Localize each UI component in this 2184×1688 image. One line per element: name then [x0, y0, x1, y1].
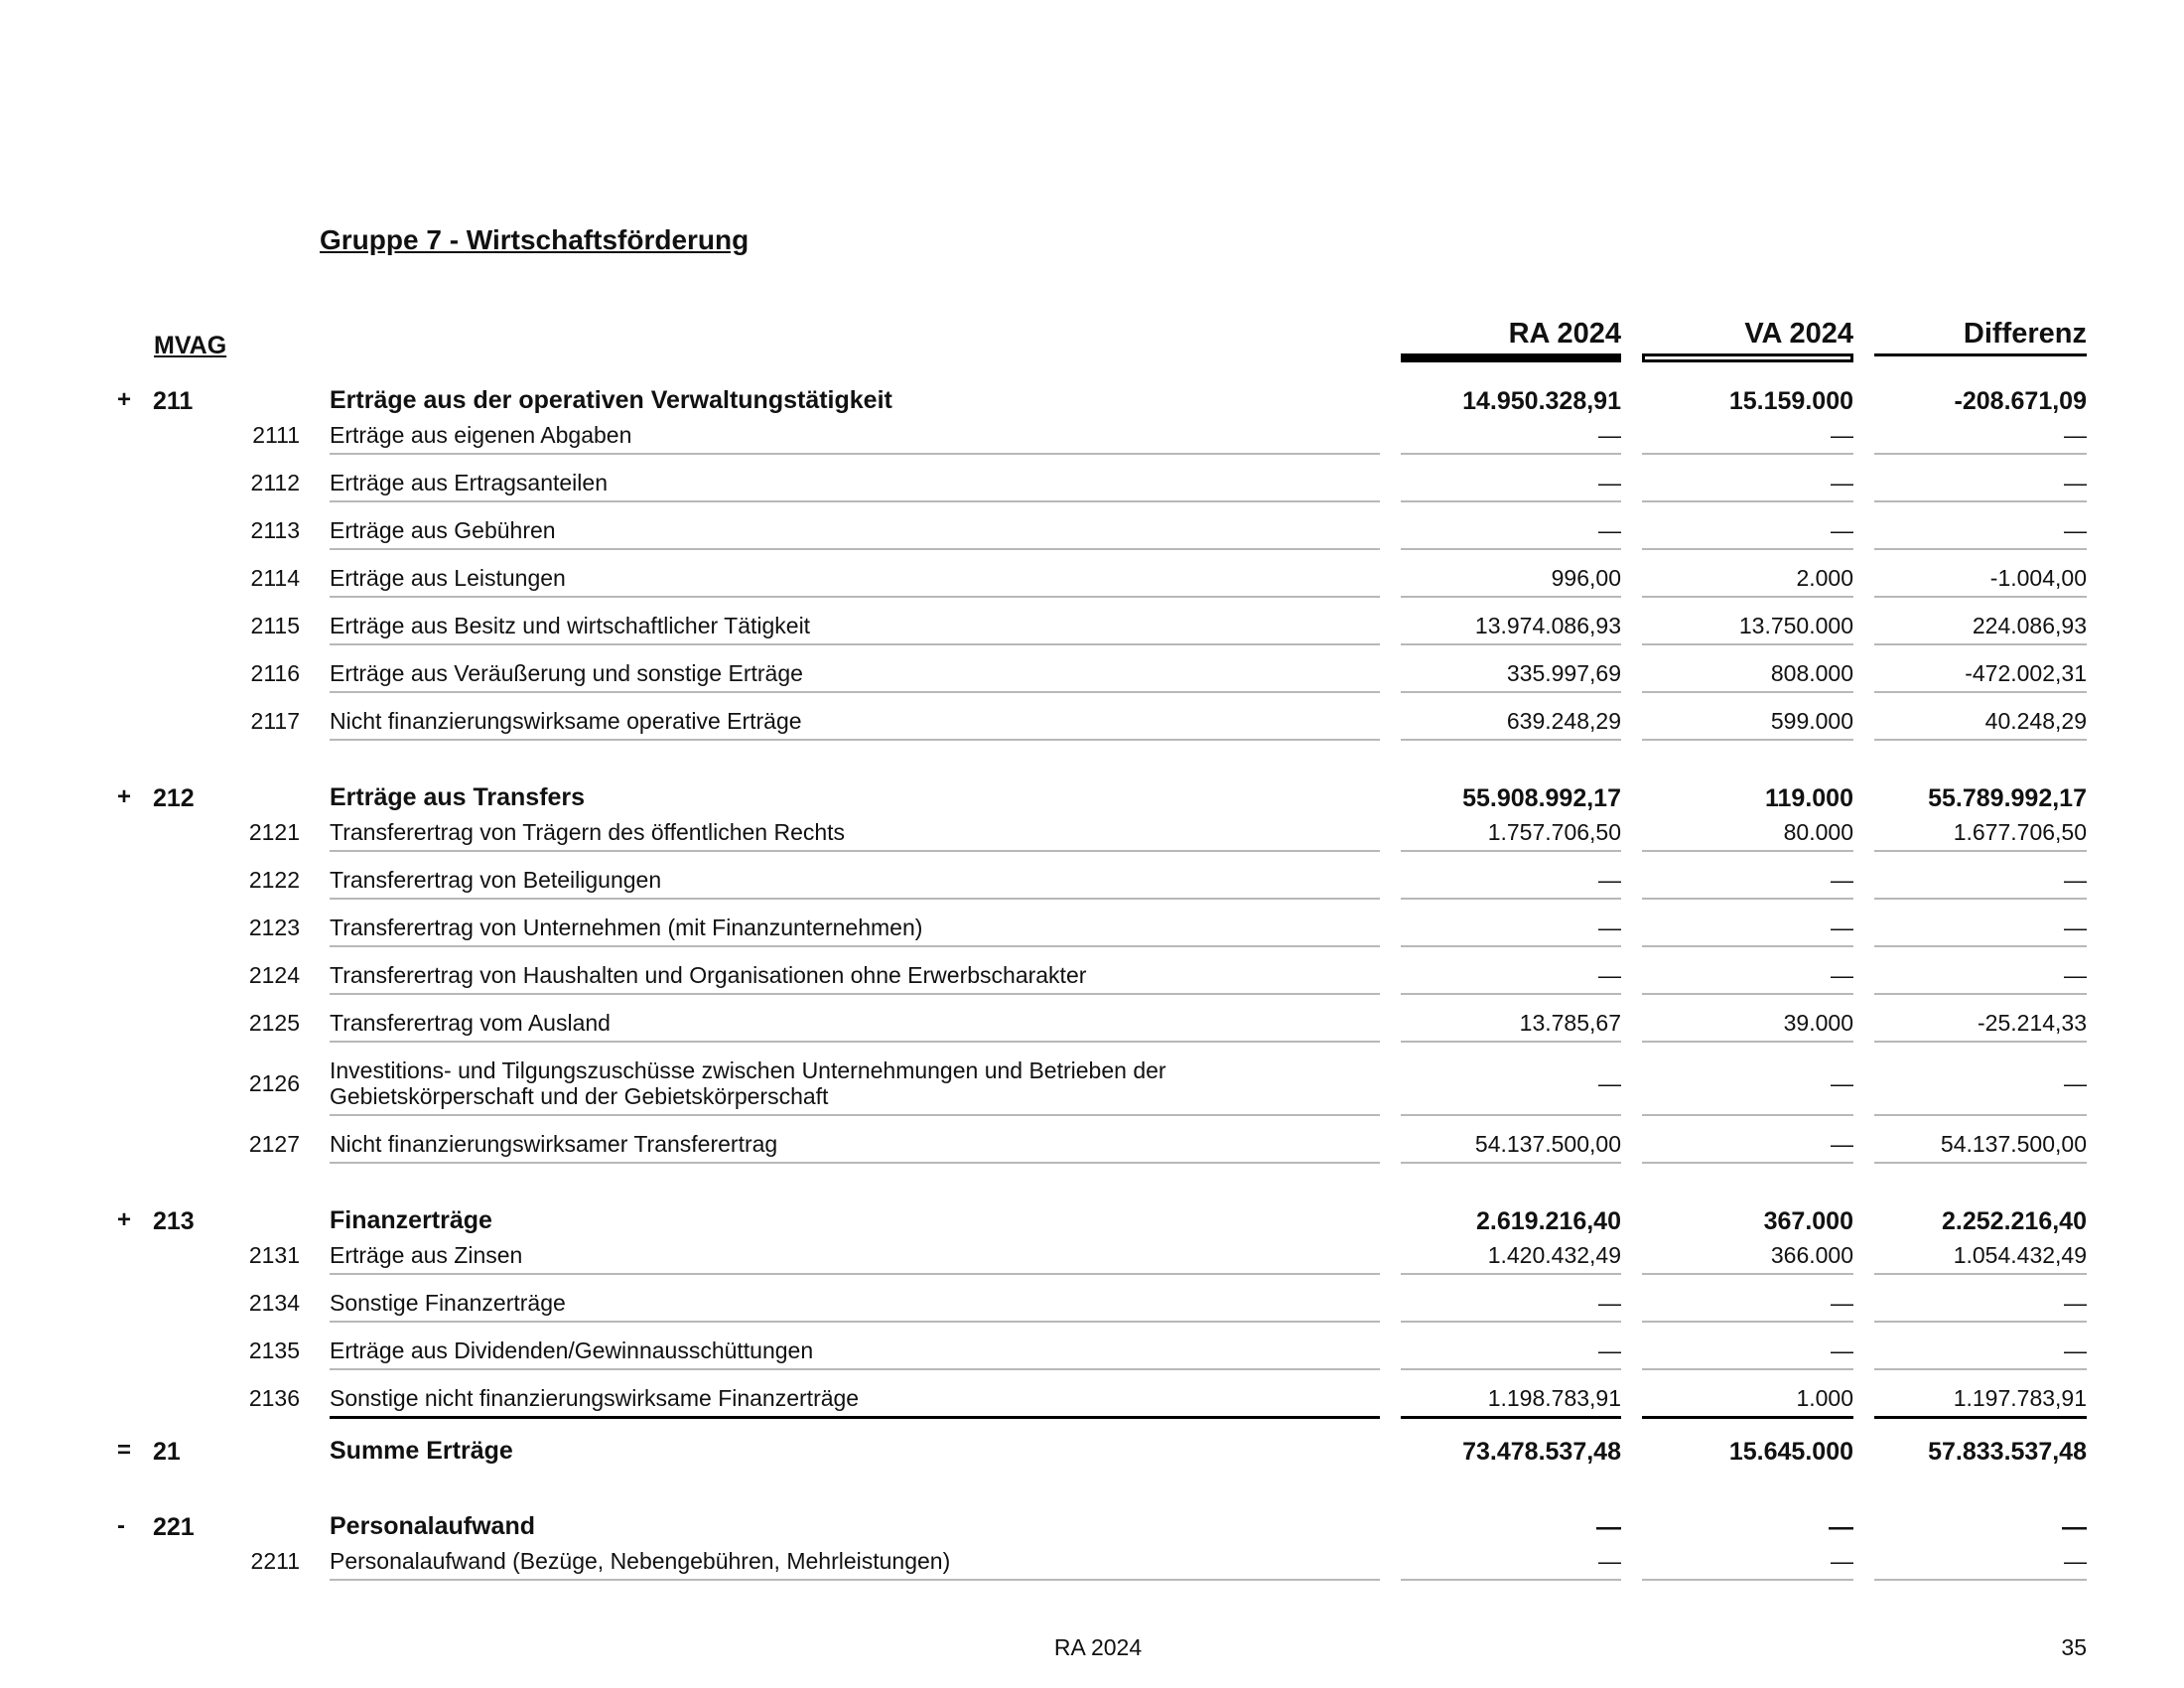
row-divider	[330, 1041, 1380, 1043]
value-ra: 54.137.500,00	[1474, 1131, 1621, 1157]
row-label: Investitions- und Tilgungszuschüsse zwischen Unternehmungen und Betrieben der Gebietskörperschaft und der Gebietskörperschaft	[330, 1057, 1166, 1109]
row-divider	[1874, 691, 2087, 693]
row-divider	[330, 945, 1380, 947]
row-divider	[1401, 500, 1621, 502]
row-label: Erträge aus Gebühren	[330, 517, 556, 543]
row-divider	[1874, 850, 2087, 852]
row-label: Erträge aus der operativen Verwaltungstätigkeit	[330, 386, 892, 414]
row-divider	[330, 993, 1380, 995]
row-divider	[1874, 993, 2087, 995]
row-code: 2113	[250, 517, 300, 543]
row-label: Sonstige nicht finanzierungswirksame Finanzerträge	[330, 1385, 860, 1411]
value-va: 80.000	[1783, 819, 1853, 845]
row-divider	[1401, 1321, 1621, 1323]
row-divider	[1401, 850, 1621, 852]
row-sign: +	[117, 783, 132, 810]
row-code: 2131	[248, 1242, 300, 1268]
value-va: 15.159.000	[1728, 387, 1853, 415]
value-differenz: —	[2064, 470, 2087, 495]
row-divider	[1642, 739, 1853, 741]
value-ra: 996,00	[1551, 565, 1621, 591]
row-code: 2122	[248, 867, 300, 893]
value-va: —	[1831, 962, 1853, 988]
row-label: Sonstige Finanzerträge	[330, 1290, 566, 1316]
row-divider	[1401, 1368, 1621, 1370]
row-divider	[330, 453, 1380, 455]
value-ra: 2.619.216,40	[1476, 1207, 1621, 1235]
row-label: Transferertrag von Unternehmen (mit Finanzunternehmen)	[330, 914, 923, 940]
row-divider	[330, 739, 1380, 741]
value-differenz: 2.252.216,40	[1942, 1207, 2087, 1235]
value-ra: —	[1598, 470, 1621, 495]
row-label: Erträge aus eigenen Abgaben	[330, 422, 632, 448]
value-va: 39.000	[1783, 1010, 1853, 1036]
row-sign: =	[117, 1437, 132, 1464]
value-va: 366.000	[1770, 1242, 1853, 1268]
value-differenz: 1.197.783,91	[1953, 1385, 2087, 1411]
row-divider	[1874, 1416, 2087, 1419]
row-divider	[330, 643, 1380, 645]
row-divider	[1874, 453, 2087, 455]
row-divider	[1401, 1273, 1621, 1275]
mvag-column-header: MVAG	[154, 332, 227, 359]
footer-label: RA 2024	[1053, 1634, 1143, 1660]
value-differenz: 54.137.500,00	[1940, 1131, 2087, 1157]
value-ra: 55.908.992,17	[1462, 784, 1621, 812]
row-divider	[330, 500, 1380, 502]
row-divider	[1874, 1368, 2087, 1370]
row-divider	[1874, 898, 2087, 900]
value-differenz: -208.671,09	[1954, 387, 2087, 415]
row-divider	[1401, 898, 1621, 900]
row-divider	[1874, 500, 2087, 502]
row-divider	[1874, 643, 2087, 645]
row-divider	[1642, 1368, 1853, 1370]
page-title: Gruppe 7 - Wirtschaftsförderung	[320, 224, 750, 255]
value-va: —	[1831, 867, 1853, 893]
value-ra: 1.757.706,50	[1487, 819, 1621, 845]
row-code: 212	[153, 784, 195, 812]
row-code: 2117	[250, 708, 300, 734]
row-divider	[330, 1114, 1380, 1116]
row-divider	[1874, 739, 2087, 741]
row-divider	[1401, 1579, 1621, 1581]
value-differenz: -472.002,31	[1965, 660, 2087, 686]
value-va: 599.000	[1770, 708, 1853, 734]
value-differenz: —	[2064, 867, 2087, 893]
value-va: 808.000	[1770, 660, 1853, 686]
value-ra: 335.997,69	[1506, 660, 1621, 686]
value-ra: 13.785,67	[1519, 1010, 1621, 1036]
value-differenz: —	[2064, 1290, 2087, 1316]
row-divider	[330, 1321, 1380, 1323]
row-divider	[1642, 993, 1853, 995]
row-code: 2115	[250, 613, 300, 638]
row-divider	[1874, 548, 2087, 550]
value-ra: 14.950.328,91	[1462, 387, 1621, 415]
value-va: —	[1831, 1337, 1853, 1363]
value-ra: —	[1598, 962, 1621, 988]
row-code: 211	[153, 387, 194, 415]
value-differenz: 40.248,29	[1984, 708, 2087, 734]
column-header-differenz: Differenz	[1963, 318, 2087, 350]
value-ra: 13.974.086,93	[1474, 613, 1621, 638]
value-va: 2.000	[1796, 565, 1853, 591]
row-code: 2114	[250, 565, 300, 591]
row-label: Summe Erträge	[330, 1437, 513, 1465]
row-divider	[330, 1273, 1380, 1275]
row-divider	[330, 850, 1380, 852]
row-divider	[1401, 993, 1621, 995]
row-divider	[1401, 739, 1621, 741]
value-differenz: 1.054.432,49	[1953, 1242, 2087, 1268]
value-ra: —	[1598, 517, 1621, 543]
row-label: Erträge aus Dividenden/Gewinnausschüttungen	[330, 1337, 814, 1363]
value-ra: —	[1598, 1337, 1621, 1363]
row-divider	[1401, 453, 1621, 455]
row-divider	[1401, 1162, 1621, 1164]
row-label: Erträge aus Ertragsanteilen	[330, 470, 608, 495]
value-differenz: 224.086,93	[1972, 613, 2087, 638]
row-code: 2125	[248, 1010, 300, 1036]
row-sign: +	[117, 1206, 132, 1233]
value-va: —	[1831, 1290, 1853, 1316]
row-divider	[1874, 596, 2087, 598]
value-va: —	[1831, 470, 1853, 495]
value-ra: —	[1598, 914, 1621, 940]
row-divider	[1874, 1273, 2087, 1275]
row-label: Transferertrag vom Ausland	[330, 1010, 611, 1036]
row-label: Erträge aus Besitz und wirtschaftlicher Tätigkeit	[330, 613, 811, 638]
row-label: Nicht finanzierungswirksame operative Erträge	[330, 708, 802, 734]
row-label: Transferertrag von Haushalten und Organisationen ohne Erwerbscharakter	[330, 962, 1087, 988]
value-ra: 73.478.537,48	[1462, 1438, 1621, 1466]
value-va: —	[1829, 1513, 1853, 1541]
value-va: —	[1831, 1131, 1853, 1157]
row-divider	[1642, 945, 1853, 947]
row-divider	[330, 548, 1380, 550]
column-header-va: VA 2024	[1744, 318, 1853, 350]
row-label: Erträge aus Transfers	[330, 783, 586, 811]
row-sign: -	[117, 1512, 125, 1539]
row-code: 213	[153, 1207, 195, 1235]
value-differenz: 57.833.537,48	[1928, 1438, 2087, 1466]
row-code: 2124	[248, 962, 300, 988]
value-ra: —	[1598, 1290, 1621, 1316]
value-differenz: —	[2064, 962, 2087, 988]
row-divider	[330, 1162, 1380, 1164]
column-header-ra: RA 2024	[1508, 318, 1621, 350]
value-ra: 1.420.432,49	[1487, 1242, 1621, 1268]
page-number: 35	[2061, 1634, 2087, 1660]
value-va: —	[1831, 1548, 1853, 1574]
row-divider	[1874, 1162, 2087, 1164]
value-ra: 1.198.783,91	[1487, 1385, 1621, 1411]
value-differenz: —	[2064, 1337, 2087, 1363]
row-divider	[1401, 596, 1621, 598]
row-divider	[1642, 500, 1853, 502]
value-va: 119.000	[1765, 784, 1853, 812]
row-divider	[1401, 1041, 1621, 1043]
value-va: 367.000	[1763, 1207, 1853, 1235]
value-ra: —	[1598, 1548, 1621, 1574]
row-divider	[330, 691, 1380, 693]
row-sign: +	[117, 386, 132, 413]
value-differenz: 55.789.992,17	[1928, 784, 2087, 812]
row-label: Transferertrag von Trägern des öffentlichen Rechts	[330, 819, 846, 845]
value-differenz: 1.677.706,50	[1953, 819, 2087, 845]
value-va: —	[1831, 517, 1853, 543]
row-code: 221	[153, 1513, 195, 1541]
row-divider	[1874, 1321, 2087, 1323]
row-divider	[1874, 1041, 2087, 1043]
row-divider	[1642, 1321, 1853, 1323]
row-divider	[1642, 596, 1853, 598]
row-divider	[1642, 643, 1853, 645]
row-divider	[1642, 453, 1853, 455]
row-divider	[1642, 548, 1853, 550]
value-differenz: —	[2064, 422, 2087, 448]
value-ra: —	[1596, 1513, 1621, 1541]
row-label: Finanzerträge	[330, 1206, 492, 1234]
row-divider	[330, 1368, 1380, 1370]
row-divider	[1874, 1114, 2087, 1116]
row-divider	[1642, 850, 1853, 852]
row-divider	[1642, 1579, 1853, 1581]
value-ra: —	[1598, 1070, 1621, 1096]
value-va: 1.000	[1796, 1385, 1853, 1411]
value-differenz: -25.214,33	[1978, 1010, 2087, 1036]
value-va: —	[1831, 914, 1853, 940]
value-ra: 639.248,29	[1506, 708, 1621, 734]
row-divider	[330, 596, 1380, 598]
row-label: Erträge aus Leistungen	[330, 565, 566, 591]
row-divider	[1642, 1114, 1853, 1116]
row-divider	[1642, 898, 1853, 900]
row-divider	[330, 898, 1380, 900]
row-divider	[1401, 945, 1621, 947]
row-code: 2121	[248, 819, 300, 845]
row-divider	[1401, 1416, 1621, 1419]
row-code: 2112	[250, 470, 300, 495]
row-code: 2134	[248, 1290, 300, 1316]
row-code: 2136	[248, 1385, 300, 1411]
row-code: 2127	[248, 1131, 300, 1157]
row-code: 2126	[248, 1070, 300, 1096]
value-ra: —	[1598, 867, 1621, 893]
value-ra: —	[1598, 422, 1621, 448]
row-label: Erträge aus Veräußerung und sonstige Erträge	[330, 660, 803, 686]
row-divider	[330, 1579, 1380, 1581]
row-label: Transferertrag von Beteiligungen	[330, 867, 662, 893]
value-va: —	[1831, 422, 1853, 448]
row-divider	[1401, 643, 1621, 645]
row-code: 2116	[250, 660, 300, 686]
row-divider	[1874, 945, 2087, 947]
row-code: 2123	[248, 914, 300, 940]
row-label: Personalaufwand	[330, 1512, 535, 1540]
value-differenz: —	[2064, 1070, 2087, 1096]
row-code: 21	[153, 1438, 181, 1466]
value-differenz: —	[2064, 517, 2087, 543]
row-divider	[1401, 691, 1621, 693]
value-differenz: -1.004,00	[1989, 565, 2087, 591]
row-divider	[1401, 1114, 1621, 1116]
row-divider	[1642, 1041, 1853, 1043]
value-differenz: —	[2062, 1513, 2087, 1541]
value-va: —	[1831, 1070, 1853, 1096]
row-divider	[1401, 548, 1621, 550]
value-va: 13.750.000	[1738, 613, 1853, 638]
row-code: 2135	[248, 1337, 300, 1363]
row-divider	[1642, 1162, 1853, 1164]
value-differenz: —	[2064, 914, 2087, 940]
row-divider	[1874, 1579, 2087, 1581]
row-label: Personalaufwand (Bezüge, Nebengebühren, Mehrleistungen)	[330, 1548, 951, 1574]
value-differenz: —	[2064, 1548, 2087, 1574]
row-code: 2111	[252, 422, 300, 448]
row-divider	[330, 1416, 1380, 1419]
value-va: 15.645.000	[1728, 1438, 1853, 1466]
row-label: Nicht finanzierungswirksamer Transferertrag	[330, 1131, 778, 1157]
row-label: Erträge aus Zinsen	[330, 1242, 523, 1268]
row-divider	[1642, 1416, 1853, 1419]
row-divider	[1642, 691, 1853, 693]
row-divider	[1642, 1273, 1853, 1275]
row-code: 2211	[250, 1548, 300, 1574]
